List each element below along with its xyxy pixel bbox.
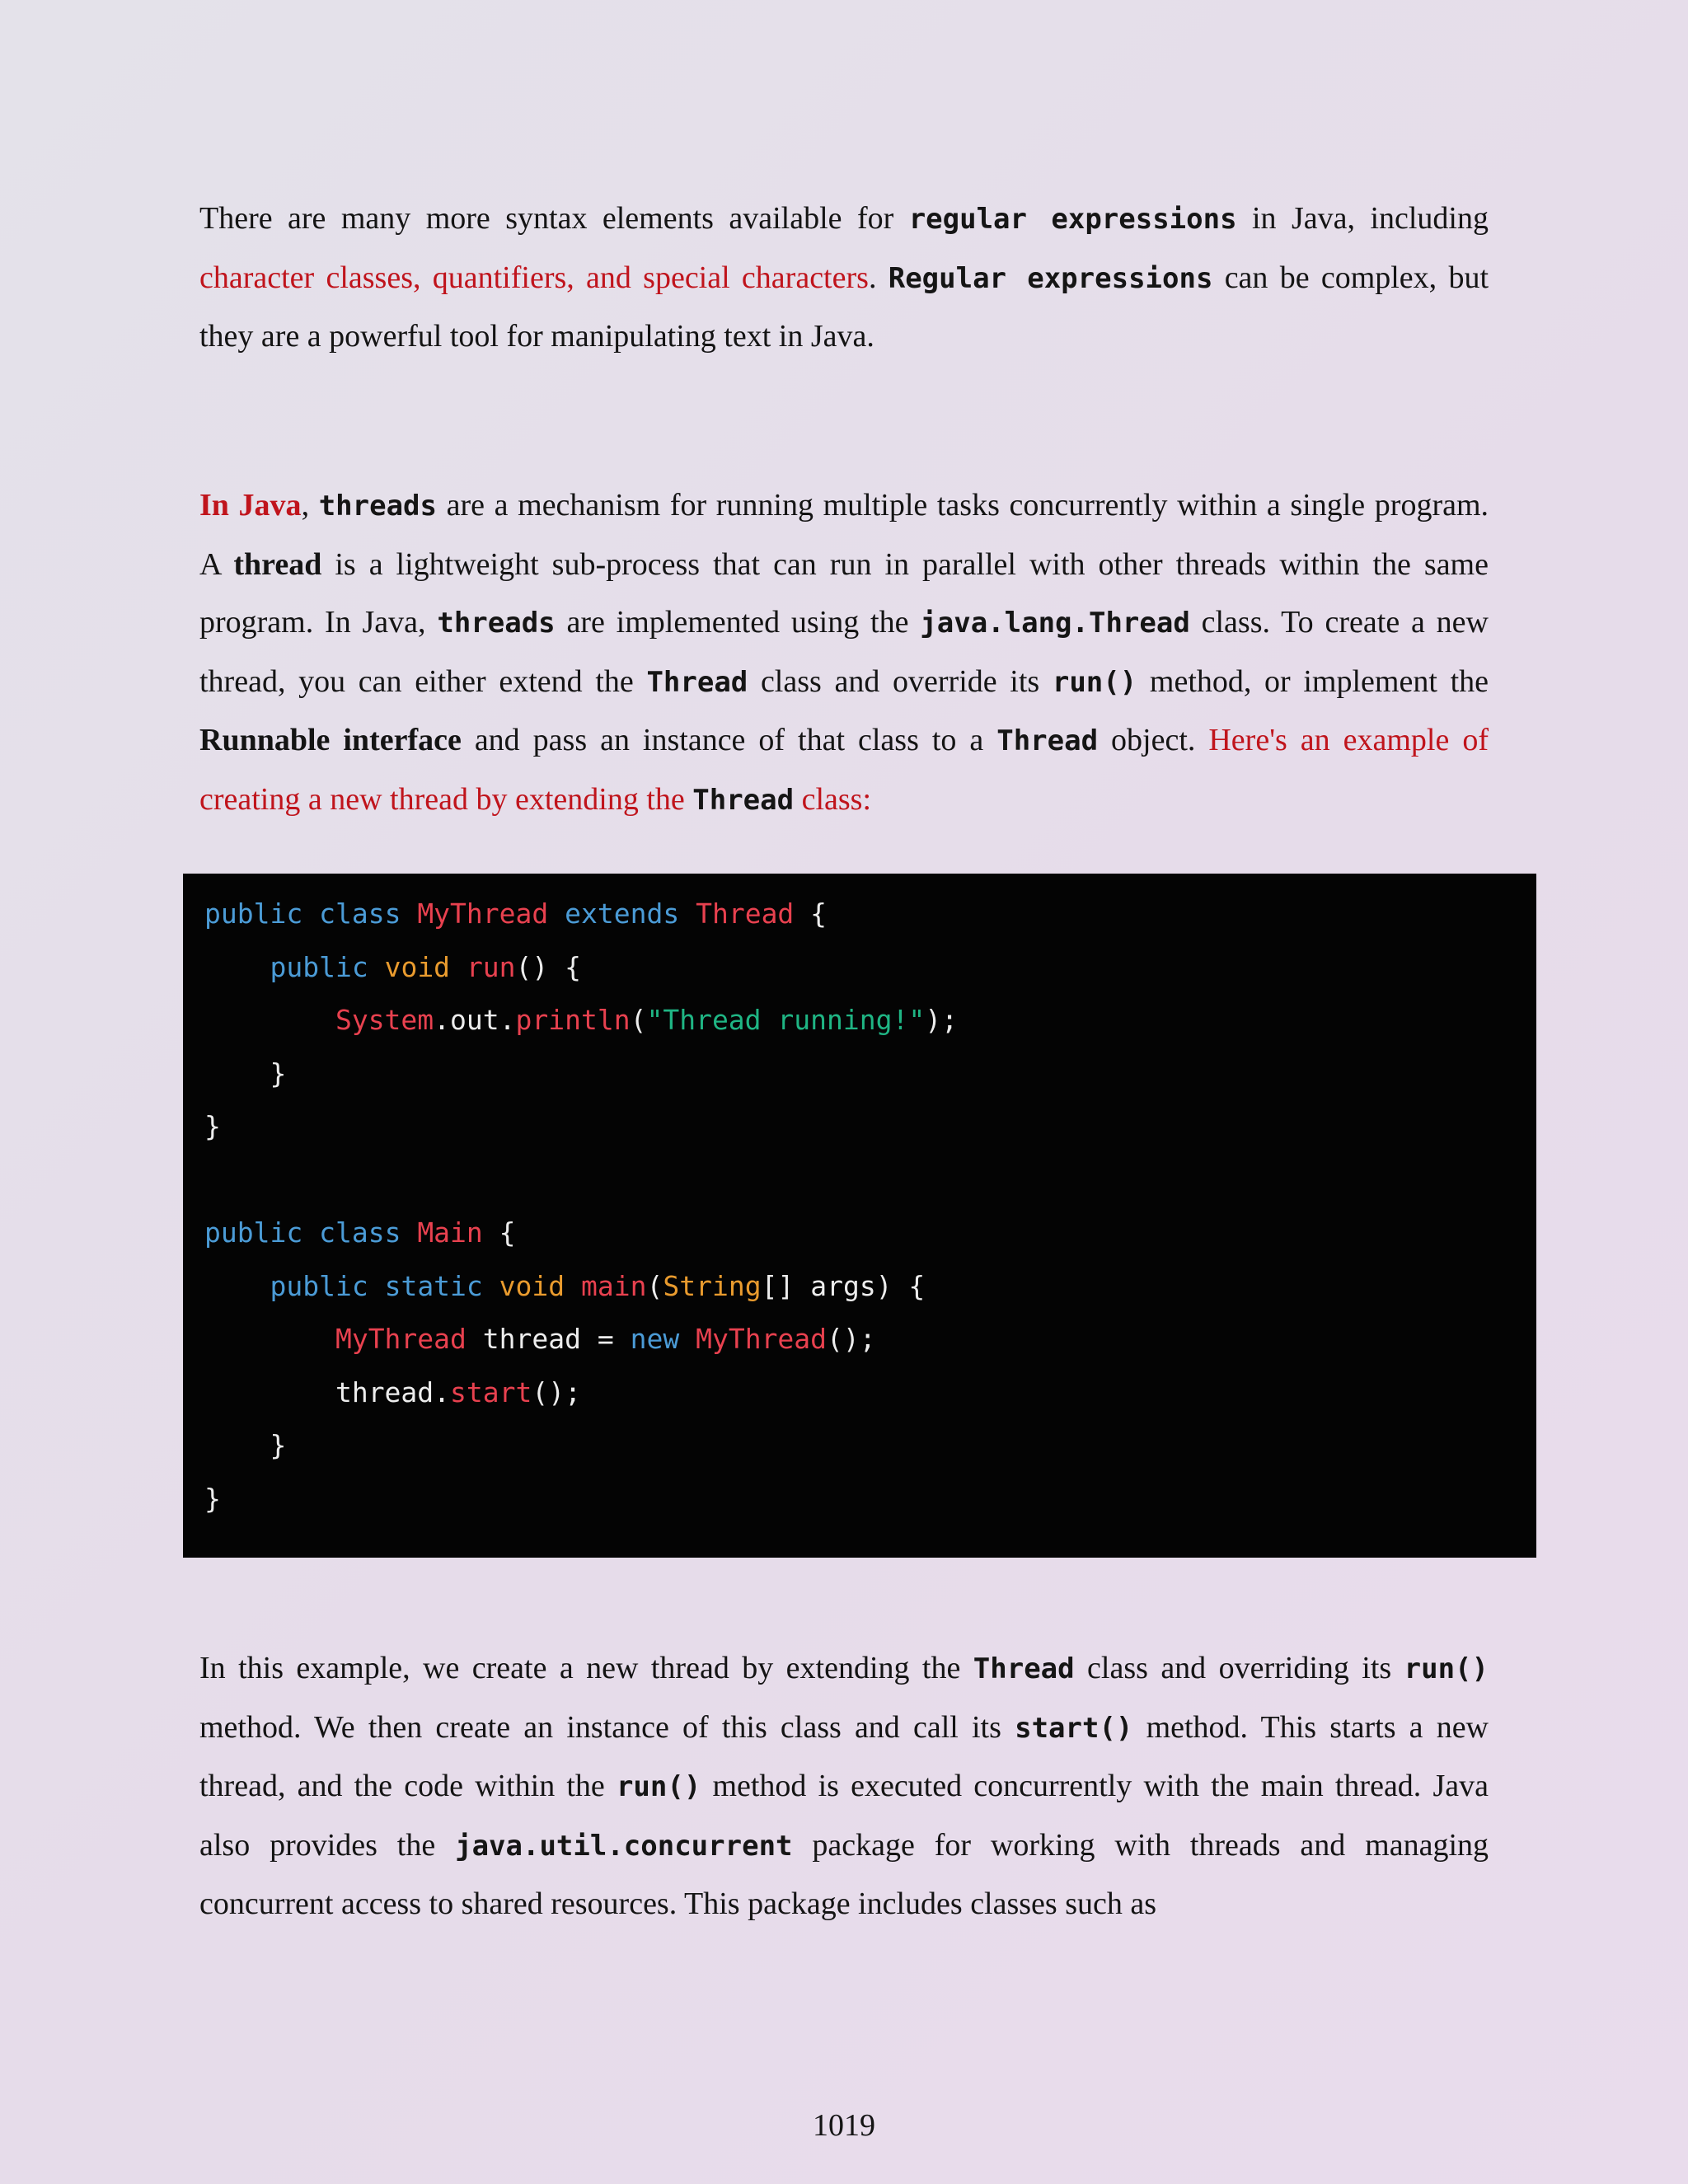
code-token: Thread <box>696 898 795 930</box>
text-run: method is executed concurrently with the main thread. Java also provides the <box>199 1769 1489 1863</box>
code-token: System <box>335 1004 434 1036</box>
code-token: public <box>270 950 368 983</box>
code-token: .out. <box>434 1004 516 1036</box>
code-token: new <box>630 1323 680 1355</box>
text-run: method, or implement the <box>1137 663 1489 699</box>
text-run: can be complex, but they are a powerful tool for manipulating text in Java. <box>199 260 1489 354</box>
paragraph-threads-intro <box>199 476 1489 829</box>
bold-text-runnable-interface: Runnable interface <box>199 723 462 757</box>
text-run: are implemented using the <box>555 605 921 640</box>
text-run: are a mechanism for running multiple tasks concurrently within a single program. A <box>199 488 1489 582</box>
code-token: MyThread <box>696 1323 828 1355</box>
inline-code-regular-expressions: regular expressions <box>908 203 1237 236</box>
code-token: main <box>581 1269 647 1302</box>
text-run: package for working with threads and managing concurrent access to shared resources. This package includes classes such as <box>199 1827 1489 1921</box>
text-run: , <box>301 488 319 523</box>
code-token: public <box>270 1269 368 1302</box>
highlight-text-in-java: In Java <box>199 488 302 523</box>
bold-text-thread: thread <box>233 546 322 582</box>
code-token: MyThread <box>335 1323 467 1355</box>
text-run: method. We then create an instance of this class and call its <box>199 1709 1015 1745</box>
inline-code-run: run() <box>1052 665 1137 699</box>
code-listing: public class MyThread extends Thread { public void run() { System.out.println("Thread running!"); } } public class Main { public static void main(String[] args) { MyThread thread = new MyThread(); thread.start(); } } <box>204 898 958 1515</box>
inline-code-threads: threads <box>437 607 556 640</box>
code-token: [] args) { <box>761 1269 926 1302</box>
code-token: "Thread running!" <box>646 1004 926 1036</box>
code-token: println <box>515 1004 631 1036</box>
code-token: String <box>663 1269 762 1302</box>
text-run: object. <box>1098 723 1209 757</box>
paragraph-example-explanation <box>199 1639 1489 1933</box>
inline-code-thread: Thread <box>973 1652 1075 1685</box>
code-token: public <box>204 1216 303 1249</box>
code-token: class <box>319 898 401 930</box>
code-token: void <box>499 1269 565 1302</box>
inline-code-thread: Thread <box>996 724 1099 757</box>
inline-code-thread: Thread <box>646 665 748 699</box>
inline-code-threads: threads <box>318 490 437 523</box>
code-token: Main <box>417 1216 483 1249</box>
text-run: and pass an instance of that class to a <box>461 723 997 757</box>
inline-code-java-lang-thread: java.lang.Thread <box>920 607 1190 640</box>
code-token: thread <box>335 1376 434 1408</box>
code-token: MyThread <box>417 898 549 930</box>
text-run: method. This starts a new thread, and the code within the <box>199 1709 1489 1803</box>
code-token: start <box>450 1376 532 1408</box>
code-token: public <box>204 898 303 930</box>
inline-code-start: start() <box>1015 1711 1133 1745</box>
code-token: run <box>466 950 516 983</box>
text-run: class. To create a new thread, you can either extend the <box>199 605 1489 699</box>
text-run: is a lightweight sub-process that can run in parallel with other threads within the same program. In Java, <box>199 546 1489 640</box>
page-number: 1019 <box>813 2108 875 2143</box>
text-run: There are many more syntax elements available for <box>199 201 909 236</box>
inline-code-thread: Thread <box>692 783 795 817</box>
text-run: . <box>868 260 889 295</box>
text-run: class and override its <box>748 663 1053 699</box>
code-token: extends <box>565 898 680 930</box>
code-token: static <box>384 1269 483 1302</box>
highlight-text: character classes, quantifiers, and special characters <box>199 260 869 295</box>
inline-code-run: run() <box>1404 1652 1489 1685</box>
paragraph-regex-summary <box>199 190 1489 366</box>
code-token: class <box>319 1216 401 1249</box>
text-run: In this example, we create a new thread by extending the <box>199 1651 973 1685</box>
inline-code-java-util-concurrent: java.util.concurrent <box>455 1829 793 1863</box>
highlight-text-example: class: <box>794 781 872 817</box>
text-run: in Java, including <box>1236 201 1489 236</box>
inline-code-regular-expressions: Regular expressions <box>888 261 1213 295</box>
code-block <box>183 874 1536 1558</box>
code-token: void <box>384 950 451 983</box>
text-run: class and overriding its <box>1074 1651 1404 1685</box>
inline-code-run: run() <box>616 1770 701 1803</box>
highlight-text-example: Here's an example of creating a new thread by extending the <box>199 723 1489 817</box>
code-token: thread <box>482 1323 581 1355</box>
